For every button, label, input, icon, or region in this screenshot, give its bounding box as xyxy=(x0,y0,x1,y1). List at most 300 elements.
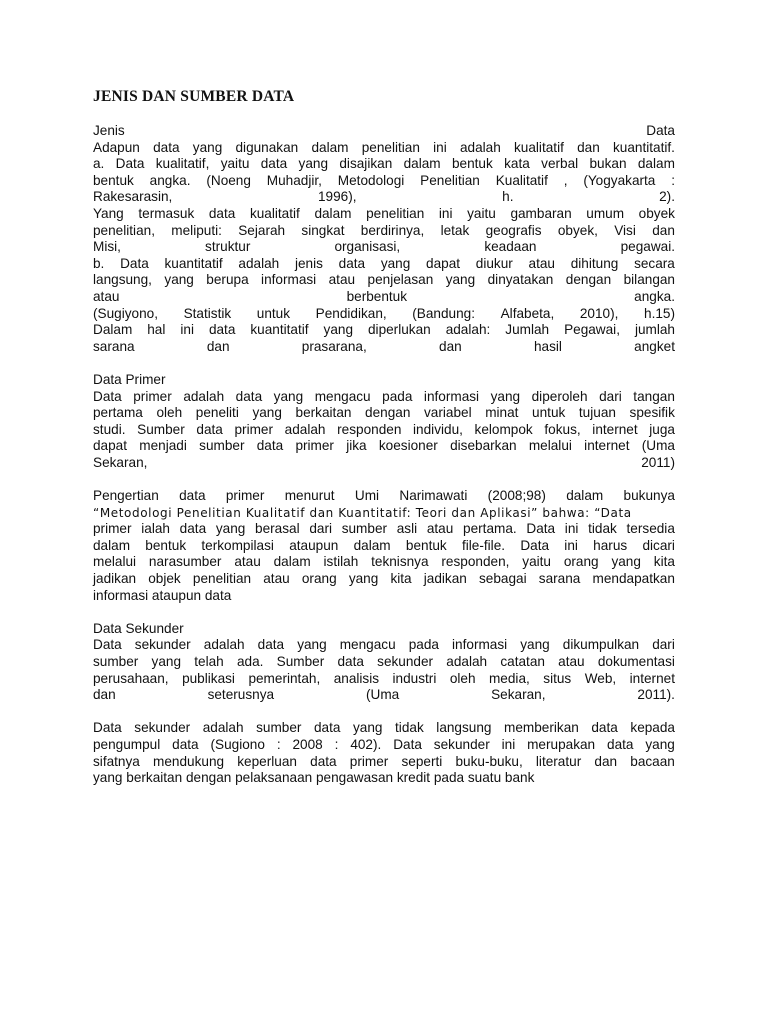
word: yang xyxy=(298,156,329,172)
word: Muhadjir, xyxy=(266,172,322,188)
word: koesioner xyxy=(378,438,438,454)
word: Jenis xyxy=(93,123,125,138)
word: kata xyxy=(504,156,530,172)
word: dalam xyxy=(353,537,391,553)
word: primer xyxy=(133,388,172,404)
word: primer xyxy=(93,521,132,537)
justified-line xyxy=(93,339,675,356)
paragraph-gap xyxy=(93,604,675,621)
word: bentuk xyxy=(451,156,493,172)
word: : xyxy=(276,736,281,752)
word: juga xyxy=(649,421,675,437)
word: berbentuk xyxy=(346,288,408,304)
word: Narimawati xyxy=(399,488,468,504)
word: yang xyxy=(323,322,354,338)
word: Pengertian xyxy=(93,488,159,504)
word: menurut xyxy=(284,488,335,504)
paragraph-gap xyxy=(93,471,675,488)
word: yang xyxy=(645,736,675,752)
word: pertama xyxy=(93,405,143,421)
word: singkat xyxy=(301,222,345,238)
pengertian-first-line xyxy=(93,488,675,505)
word: (2008;98) xyxy=(487,488,546,504)
word: kepada xyxy=(630,720,675,736)
word: ini xyxy=(501,736,516,752)
word: informasi xyxy=(261,272,317,288)
word: sekunder xyxy=(134,720,191,736)
word: jika xyxy=(346,438,367,454)
word: literatur xyxy=(535,753,582,769)
word: internet xyxy=(592,421,638,437)
word: spesifik xyxy=(629,405,675,421)
word: 2011). xyxy=(637,687,675,703)
word: data xyxy=(607,736,634,752)
paragraph-gap xyxy=(93,355,675,372)
word: dalam xyxy=(637,156,675,172)
word: data xyxy=(208,205,236,221)
justified-line xyxy=(93,422,675,439)
word: 1996), xyxy=(317,189,357,205)
justified-line xyxy=(93,405,675,422)
word: kelompok xyxy=(474,421,533,437)
word: (Uma xyxy=(365,687,400,703)
word: yang xyxy=(348,571,379,587)
word: 2008 xyxy=(292,736,323,752)
word: adalah xyxy=(238,255,280,271)
word: jenis xyxy=(294,255,323,271)
word: Umi xyxy=(354,488,380,504)
word: kita xyxy=(653,554,675,570)
word: Adapun xyxy=(93,139,140,155)
word: data xyxy=(310,753,337,769)
word: Sekaran, xyxy=(93,454,148,470)
word: dinyatakan xyxy=(487,272,554,288)
justified-line xyxy=(93,654,675,671)
word: sumber xyxy=(93,654,139,669)
word: yang xyxy=(380,255,411,271)
word: dikumpulkan xyxy=(562,637,640,653)
word: variabel xyxy=(424,405,472,421)
word: yaitu xyxy=(522,554,551,570)
word: dengan xyxy=(365,405,411,421)
paragraph-gap xyxy=(93,704,675,721)
word: responden, xyxy=(441,554,510,570)
word: yang xyxy=(445,272,476,288)
word: bacaan xyxy=(630,753,675,769)
justified-line xyxy=(93,173,675,190)
word: termasuk xyxy=(138,205,195,221)
word: kualitatif xyxy=(514,139,564,155)
word: adalah xyxy=(446,654,488,669)
word: meliputi: xyxy=(171,222,222,238)
word: yang xyxy=(252,405,282,421)
sekunder-block xyxy=(93,637,675,703)
word: hasil xyxy=(533,338,562,354)
word: Kualitatif xyxy=(495,172,548,188)
word: atau xyxy=(528,255,555,271)
word: digunakan xyxy=(235,139,299,155)
word: orang xyxy=(563,554,599,570)
word: yang xyxy=(273,388,304,404)
word: dari xyxy=(599,388,622,404)
word: kuantitatif. xyxy=(613,139,675,155)
word: Data xyxy=(520,537,550,553)
jenis-line xyxy=(93,123,675,140)
word: informasi xyxy=(452,637,508,653)
word: pengumpul xyxy=(93,736,161,752)
word: kualitatif, xyxy=(155,156,210,172)
word: dalam xyxy=(93,537,131,553)
word: data xyxy=(313,720,341,736)
word: h. xyxy=(502,189,514,205)
word: (Sugiono xyxy=(210,736,265,752)
word: ialah xyxy=(141,521,170,537)
word: tangan xyxy=(633,388,675,404)
word: telah xyxy=(194,654,224,669)
word: analisis xyxy=(333,670,380,686)
word: data xyxy=(208,322,236,338)
word: Statistik xyxy=(183,305,232,321)
word: data xyxy=(179,521,207,537)
justified-line xyxy=(93,256,675,273)
pengertian-last-line: informasi ataupun data xyxy=(93,587,232,603)
word: bukunya xyxy=(623,488,675,504)
word: adalah xyxy=(202,720,244,736)
word: data xyxy=(591,720,618,736)
word: atau xyxy=(234,554,261,570)
word: Web, xyxy=(584,670,617,686)
document-title: JENIS DAN SUMBER DATA xyxy=(93,88,295,105)
word: pada xyxy=(408,637,439,653)
word: berdirinya, xyxy=(360,222,425,238)
justified-line xyxy=(93,239,675,256)
word: studi. xyxy=(93,421,126,437)
word: angka. xyxy=(634,288,675,304)
word: hal xyxy=(147,322,166,338)
word: oleh xyxy=(156,405,183,421)
justified-line xyxy=(93,156,675,173)
word: data xyxy=(338,255,366,271)
word: informasi xyxy=(423,388,480,404)
word: disajikan xyxy=(339,156,393,172)
word: publikasi xyxy=(182,670,235,686)
word: yang xyxy=(164,272,194,288)
word: data xyxy=(235,388,263,404)
sekunder2-block xyxy=(93,720,675,770)
word: (Bandung: xyxy=(412,305,476,321)
word: Metodologi xyxy=(337,172,405,188)
word: yang xyxy=(353,720,383,736)
word: struktur xyxy=(205,239,251,255)
word: dapat xyxy=(426,255,461,271)
word: Data xyxy=(393,736,422,752)
word: (Noeng xyxy=(206,172,251,188)
jenis-block xyxy=(93,140,675,356)
word: Sekaran, xyxy=(491,687,546,703)
word: langsung, xyxy=(93,272,152,288)
word: oleh xyxy=(449,670,476,686)
word: sumber xyxy=(199,438,245,454)
word: atau xyxy=(558,654,585,669)
primer-block xyxy=(93,389,675,472)
word: dokumentasi xyxy=(597,654,675,669)
word: b. xyxy=(93,255,105,271)
word: yang xyxy=(611,554,641,570)
word: data xyxy=(257,637,285,653)
word: dalam xyxy=(311,139,349,155)
word: media, xyxy=(488,670,530,686)
word: prasarana, xyxy=(301,338,367,354)
word: h.15) xyxy=(644,305,675,321)
word: dan xyxy=(439,338,462,354)
word: geografis xyxy=(485,222,542,238)
word: data xyxy=(260,156,288,172)
word: file-file. xyxy=(461,537,506,553)
word: untuk xyxy=(532,405,566,421)
word: Dalam xyxy=(93,322,133,338)
word: letak xyxy=(440,222,470,238)
word: sifatnya xyxy=(93,753,140,769)
word: tidak xyxy=(395,720,424,736)
word: verbal xyxy=(541,156,579,172)
word: : xyxy=(671,172,675,188)
word: primer xyxy=(295,438,334,454)
word: data xyxy=(172,736,199,752)
word: sekunder xyxy=(134,637,191,653)
word: Data xyxy=(115,156,145,172)
word: 402). xyxy=(350,736,382,752)
word: dan xyxy=(594,753,618,769)
sekunder2-last-line: yang berkaitan dengan pelaksanaan pengawasan kredit pada suatu bank xyxy=(93,770,535,786)
word: kuantitatif xyxy=(250,322,309,338)
word: Sumber xyxy=(137,421,185,437)
word: langsung xyxy=(436,720,492,736)
justified-line xyxy=(93,737,675,754)
word: atau xyxy=(328,272,356,288)
word: (Uma xyxy=(641,438,675,454)
word: dan xyxy=(93,687,116,703)
justified-line xyxy=(93,223,675,240)
word: dapat xyxy=(93,438,128,454)
word: keperluan xyxy=(237,753,297,769)
word: Misi, xyxy=(93,239,121,255)
word: dari xyxy=(309,521,332,537)
justified-line xyxy=(93,306,675,323)
word: responden xyxy=(337,421,402,437)
word: jadikan xyxy=(423,571,467,587)
word: terkompilasi xyxy=(201,537,274,553)
word: Alfabeta, xyxy=(500,305,555,321)
word: diukur xyxy=(475,255,513,271)
word: melalui xyxy=(93,554,137,570)
word: yang xyxy=(192,139,223,155)
word: diperoleh xyxy=(531,388,588,404)
word: Jumlah xyxy=(505,322,550,338)
word: angka. xyxy=(149,172,191,188)
word: bukan xyxy=(589,156,627,172)
word: Pendidikan, xyxy=(315,305,387,321)
word: umum xyxy=(586,205,625,221)
justified-line xyxy=(93,637,675,654)
word: bentuk xyxy=(93,172,134,188)
word: gambaran xyxy=(510,205,572,221)
word: Sumber xyxy=(276,654,325,669)
word: individu, xyxy=(413,421,463,437)
word: 2011) xyxy=(641,454,675,470)
word: industri xyxy=(392,670,437,686)
word: obyek, xyxy=(557,222,598,238)
word: atau xyxy=(426,521,454,537)
word: penelitian xyxy=(192,571,252,587)
word: teknisnya xyxy=(371,554,429,570)
justified-line xyxy=(93,389,675,406)
word: sumber xyxy=(341,521,388,537)
word: Data xyxy=(646,123,675,138)
word: yang xyxy=(297,637,327,653)
justified-line xyxy=(93,521,675,538)
word: Pegawai, xyxy=(564,322,620,338)
word: yang xyxy=(215,521,246,537)
word: Data xyxy=(120,255,149,271)
word: (Yogyakarta xyxy=(583,172,656,188)
word: data xyxy=(337,654,364,669)
word: catatan xyxy=(500,654,545,669)
word: seperti xyxy=(401,753,443,769)
word: berasal xyxy=(255,521,300,537)
word: berupa xyxy=(206,272,249,288)
word: 2). xyxy=(659,189,675,205)
word: disebarkan xyxy=(450,438,517,454)
word: dari xyxy=(652,637,675,653)
word: Penelitian xyxy=(420,172,480,188)
word: ini xyxy=(438,205,453,221)
word: bentuk xyxy=(145,537,187,553)
word: orang xyxy=(301,571,337,587)
word: fokus, xyxy=(544,421,581,437)
word: adalah xyxy=(459,139,501,155)
word: penjelasan xyxy=(367,272,434,288)
word: dihitung xyxy=(570,255,619,271)
word: data xyxy=(179,488,206,504)
justified-line xyxy=(93,687,675,704)
word: ataupun xyxy=(289,537,339,553)
word: Data xyxy=(93,720,122,736)
word: sekunder xyxy=(433,736,490,752)
word: yang xyxy=(151,654,182,669)
word: ini xyxy=(433,139,447,155)
word: perusahaan, xyxy=(93,670,169,686)
word: jadikan xyxy=(93,571,137,587)
word: tersedia xyxy=(626,521,675,537)
word: berkaitan xyxy=(295,405,352,421)
word: kuantitatif xyxy=(164,255,223,271)
word: mengacu xyxy=(314,388,371,404)
justified-line xyxy=(93,754,675,771)
word: minat xyxy=(485,405,519,421)
word: kita xyxy=(390,571,412,587)
justified-line xyxy=(93,455,675,472)
word: , xyxy=(563,172,568,188)
word: pegawai. xyxy=(620,239,675,255)
word: data xyxy=(153,139,180,155)
word: adalah xyxy=(203,637,245,653)
word: atau xyxy=(263,571,290,587)
justified-line xyxy=(93,571,675,588)
word: tidak xyxy=(588,521,617,537)
word: pada xyxy=(382,388,413,404)
justified-line xyxy=(93,322,675,339)
word: internet xyxy=(584,438,630,454)
word: ada. xyxy=(236,654,264,669)
word: atau xyxy=(93,288,120,304)
word: obyek xyxy=(638,205,675,221)
word: sebagai xyxy=(479,571,527,587)
word: dicari xyxy=(642,537,675,553)
word: merupakan xyxy=(527,736,596,752)
justified-line xyxy=(93,720,675,737)
justified-line xyxy=(93,554,675,571)
word: tujuan xyxy=(578,405,616,421)
word: mendapatkan xyxy=(592,571,675,587)
word: yaitu xyxy=(220,156,250,172)
justified-line xyxy=(93,538,675,555)
word: diperlukan xyxy=(367,322,431,338)
word: untuk xyxy=(256,305,291,321)
justified-line xyxy=(93,289,675,306)
word: memberikan xyxy=(504,720,579,736)
word: dalam xyxy=(273,554,311,570)
word: dalam xyxy=(314,205,352,221)
justified-line xyxy=(93,671,675,688)
word: peneliti xyxy=(195,405,239,421)
word: : xyxy=(334,736,339,752)
word: Data xyxy=(526,521,556,537)
word: mengacu xyxy=(339,637,396,653)
word: dalam xyxy=(566,488,604,504)
word: (Sugiyono, xyxy=(93,305,158,321)
word: objek xyxy=(148,571,181,587)
sekunder-heading: Data Sekunder xyxy=(93,620,184,636)
book-title-line: “Metodologi Penelitian Kualitatif dan Kuantitatif: Teori dan Aplikasi” bahwa: “Data xyxy=(93,505,632,520)
word: dalam xyxy=(403,156,441,172)
justified-line xyxy=(93,140,675,157)
word: adalah: xyxy=(445,322,491,338)
word: data xyxy=(256,438,284,454)
word: penelitian xyxy=(366,205,425,221)
word: yang xyxy=(490,388,521,404)
pengertian-block xyxy=(93,521,675,587)
word: data xyxy=(196,421,223,437)
word: sarana xyxy=(93,338,135,354)
word: menjadi xyxy=(139,438,187,454)
word: ini xyxy=(564,521,579,537)
word: dan xyxy=(206,338,230,354)
word: yaitu xyxy=(467,205,496,221)
word: ini xyxy=(564,537,578,553)
word: asli xyxy=(396,521,418,537)
word: seterusnya xyxy=(207,687,275,703)
word: primer xyxy=(234,421,274,437)
word: Visi xyxy=(614,222,636,238)
word: penelitian xyxy=(361,139,420,155)
document-body xyxy=(93,123,675,787)
word: organisasi, xyxy=(334,239,401,255)
word: internet xyxy=(629,670,675,686)
word: Rakesarasin, xyxy=(93,189,173,205)
word: sumber xyxy=(256,720,302,736)
word: dengan xyxy=(565,272,612,288)
word: harus xyxy=(593,537,628,553)
